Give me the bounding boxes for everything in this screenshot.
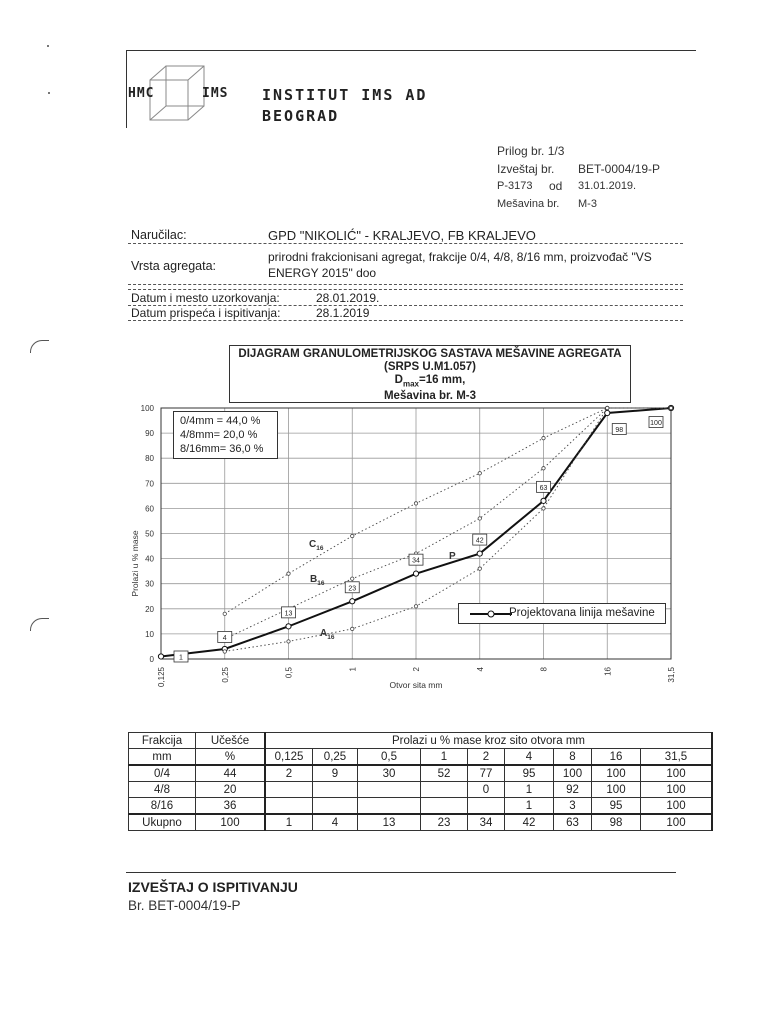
y-tick-label: 60 — [145, 504, 154, 514]
dmax-value: =16 mm, — [418, 374, 466, 386]
divider — [128, 320, 683, 321]
footer-number: Br. BET-0004/19-P — [128, 898, 241, 913]
passing-cell — [265, 782, 313, 798]
sieve-cell: 0,5 — [358, 749, 421, 766]
data-point — [223, 612, 226, 615]
passing-cell: 100 — [592, 765, 641, 782]
curve-label-b16-subscript: 16 — [317, 580, 325, 587]
x-tick-label: 2 — [412, 667, 421, 672]
y-tick-label: 50 — [145, 529, 154, 539]
data-point — [158, 654, 163, 659]
passing-cell — [421, 798, 468, 815]
prilog-label: Prilog br. 1/3 — [497, 144, 565, 158]
frakcija-cell: 0/4 — [129, 765, 196, 782]
ucesce-cell: 44 — [196, 765, 266, 782]
curve-label-c16 — [309, 539, 324, 552]
table-header-prolazi: Prolazi u % mase kroz sito otvora mm — [265, 733, 712, 749]
chart-title-line4: Mešavina br. M-3 — [383, 390, 477, 403]
data-point — [478, 517, 481, 520]
data-point — [287, 640, 290, 643]
y-axis-label: Prolazi u % mase — [130, 530, 140, 597]
institute-city: BEOGRAD — [262, 107, 340, 125]
passing-cell: 95 — [505, 765, 554, 782]
divider — [128, 243, 683, 244]
y-tick-label: 40 — [145, 554, 154, 564]
y-tick-label: 30 — [145, 579, 154, 589]
mesavina-value: M-3 — [578, 198, 597, 210]
datum-uzorkovanja-value: 28.01.2019. — [316, 291, 380, 305]
passing-cell: 100 — [554, 765, 592, 782]
passing-cell: 9 — [313, 765, 358, 782]
datum-prispeca-label: Datum prispeća i ispitivanja: — [131, 306, 281, 320]
chart-title — [229, 345, 631, 403]
vrsta-value-line1: prirodni frakcionisani agregat, frakcije 0/4, 4/8, 8/16 mm, proizvođač "VS — [268, 250, 652, 264]
data-point — [414, 502, 417, 505]
x-tick-label: 0,5 — [284, 667, 294, 679]
chart-title-line3 — [230, 374, 630, 390]
passing-cell — [468, 798, 505, 815]
curve-label-a16-letter: A — [320, 628, 328, 639]
data-point — [414, 605, 417, 608]
header-rule-horizontal — [126, 50, 696, 51]
header-rule-vertical — [126, 50, 127, 128]
data-point — [541, 498, 546, 503]
x-tick-label: 4 — [475, 667, 485, 672]
table-header-frakcija-unit: mm — [129, 749, 196, 766]
sieve-cell: 0,25 — [313, 749, 358, 766]
data-label: 98 — [615, 427, 624, 435]
passing-cell: 4 — [313, 814, 358, 831]
izvestaj-label: Izveštaj br. — [497, 162, 555, 176]
x-tick-label: 1 — [348, 667, 358, 672]
curve-label-p-letter: P — [449, 551, 456, 562]
vrsta-label: Vrsta agregata: — [131, 259, 217, 273]
data-point — [542, 507, 545, 510]
data-point — [287, 572, 290, 575]
passing-cell — [358, 782, 421, 798]
data-point — [606, 406, 609, 409]
y-tick-label: 20 — [145, 604, 154, 614]
passing-cell: 13 — [358, 814, 421, 831]
x-tick-label: 0,25 — [220, 667, 230, 683]
passing-cell: 1 — [505, 782, 554, 798]
data-label: 42 — [475, 537, 484, 545]
data-point — [542, 467, 545, 470]
data-point — [542, 436, 545, 439]
logo-text-left: HMC — [128, 86, 155, 101]
passing-cell: 1 — [505, 798, 554, 815]
mix-line: 0/4mm = 44,0 % — [180, 415, 261, 427]
sieve-cell: 1 — [421, 749, 468, 766]
curve-label-b16 — [310, 574, 325, 587]
curve-label-c16-letter: C — [309, 539, 317, 550]
passing-cell: 92 — [554, 782, 592, 798]
frakcija-cell: 4/8 — [129, 782, 196, 798]
datum-uzorkovanja-label: Datum i mesto uzorkovanja: — [131, 291, 280, 305]
data-point — [351, 627, 354, 630]
x-tick-label: 8 — [539, 667, 549, 672]
data-point — [477, 551, 482, 556]
curve-label-a16-subscript: 16 — [327, 634, 335, 641]
curve-label-c16-subscript: 16 — [316, 545, 324, 552]
curve-label-p — [449, 551, 456, 562]
sieve-cell: 2 — [468, 749, 505, 766]
legend-label: Projektovana linija mešavine — [509, 607, 655, 619]
frakcija-cell: 8/16 — [129, 798, 196, 815]
data-point — [351, 534, 354, 537]
x-axis-label: Otvor sita mm — [389, 680, 443, 690]
punch-hole-top — [30, 340, 49, 353]
y-tick-label: 90 — [145, 429, 154, 439]
passing-cell: 63 — [554, 814, 592, 831]
grading-chart — [0, 400, 768, 710]
dmax-subscript: max — [402, 379, 419, 389]
dmax-symbol: D — [394, 374, 403, 386]
chart-title-line1: DIJAGRAM GRANULOMETRIJSKOG SASTAVA MEŠAVINE AGREGATA — [238, 348, 622, 360]
passing-cell: 98 — [592, 814, 641, 831]
p-number: P-3173 — [497, 180, 533, 192]
passing-cell — [358, 798, 421, 815]
data-point — [286, 624, 291, 629]
table-row — [129, 814, 713, 831]
passing-cell: 100 — [641, 798, 713, 815]
table-row — [129, 765, 713, 782]
passing-cell: 52 — [421, 765, 468, 782]
passing-cell: 0 — [468, 782, 505, 798]
mix-line: 8/16mm= 36,0 % — [180, 443, 264, 455]
x-tick-label: 16 — [603, 667, 613, 676]
table-row — [129, 782, 713, 798]
passing-cell — [265, 798, 313, 815]
data-point — [478, 567, 481, 570]
chart-legend — [458, 603, 666, 624]
y-tick-label: 100 — [140, 404, 154, 413]
frakcija-cell: Ukupno — [129, 814, 196, 831]
data-point — [223, 650, 226, 653]
data-point — [478, 472, 481, 475]
y-tick-label: 70 — [145, 479, 154, 489]
passing-cell: 42 — [505, 814, 554, 831]
ucesce-cell: 100 — [196, 814, 266, 831]
passing-cell: 2 — [265, 765, 313, 782]
scan-dot — [48, 92, 50, 94]
y-tick-label: 0 — [149, 655, 154, 664]
table-row — [129, 798, 713, 815]
sieve-cell: 0,125 — [265, 749, 313, 766]
data-label: 63 — [539, 484, 548, 492]
sieve-cell: 4 — [505, 749, 554, 766]
footer-rule — [126, 872, 676, 873]
logo-text-right: IMS — [202, 86, 229, 101]
series-line-c16 — [225, 408, 671, 614]
passing-cell: 3 — [554, 798, 592, 815]
passing-cell: 30 — [358, 765, 421, 782]
table-header-ucesce: Učešće — [196, 733, 266, 749]
mix-line: 4/8mm= 20,0 % — [180, 429, 258, 441]
passing-cell: 34 — [468, 814, 505, 831]
data-label: 13 — [284, 610, 293, 618]
chart-title-line2: (SRPS U.M1.057) — [383, 361, 477, 373]
footer-title: IZVEŠTAJ O ISPITIVANJU — [128, 879, 298, 895]
table-header-frakcija: Frakcija — [129, 733, 196, 749]
narucilac-value: GPD "NIKOLIĆ" - KRALJEVO, FB KRALJEVO — [268, 228, 536, 243]
data-label: 100 — [650, 420, 662, 427]
data-point — [669, 406, 672, 409]
passing-cell: 23 — [421, 814, 468, 831]
passing-cell: 100 — [641, 782, 713, 798]
institute-name: INSTITUT IMS AD — [262, 86, 428, 104]
ucesce-cell: 20 — [196, 782, 266, 798]
sieve-cell: 31,5 — [641, 749, 713, 766]
narucilac-label: Naručilac: — [131, 228, 187, 242]
y-tick-label: 80 — [145, 454, 154, 464]
passing-cell — [421, 782, 468, 798]
divider — [128, 284, 683, 285]
scan-dot — [47, 45, 49, 47]
curve-label-b16-letter: B — [310, 574, 318, 585]
izvestaj-value: BET-0004/19-P — [578, 162, 661, 176]
y-tick-label: 10 — [145, 629, 154, 639]
data-point — [413, 571, 418, 576]
data-label: 34 — [412, 557, 420, 565]
x-tick-label: 0,125 — [157, 667, 166, 688]
data-label: 1 — [179, 654, 183, 662]
passing-cell — [313, 798, 358, 815]
data-label: 23 — [348, 585, 357, 593]
od-label: od — [549, 179, 563, 193]
passing-cell: 1 — [265, 814, 313, 831]
table-header-ucesce-unit: % — [196, 749, 266, 766]
report-date: 31.01.2019. — [578, 180, 637, 192]
data-point — [350, 599, 355, 604]
data-point — [351, 577, 354, 580]
passing-cell: 100 — [641, 765, 713, 782]
mesavina-label: Mešavina br. — [497, 198, 560, 210]
data-point — [605, 410, 610, 415]
vrsta-value-line2: ENERGY 2015" doo — [268, 266, 377, 280]
data-label: 4 — [222, 634, 227, 642]
mix-composition-box — [173, 411, 278, 459]
passing-cell: 95 — [592, 798, 641, 815]
x-tick-label: 31,5 — [667, 667, 676, 683]
ucesce-cell: 36 — [196, 798, 266, 815]
curve-label-a16 — [320, 628, 335, 641]
sieve-cell: 8 — [554, 749, 592, 766]
passing-cell: 100 — [592, 782, 641, 798]
passing-cell — [313, 782, 358, 798]
sieve-cell: 16 — [592, 749, 641, 766]
passing-cell: 100 — [641, 814, 713, 831]
divider — [128, 289, 683, 290]
grading-table — [128, 732, 713, 831]
passing-cell: 77 — [468, 765, 505, 782]
datum-prispeca-value: 28.1.2019 — [316, 306, 370, 320]
